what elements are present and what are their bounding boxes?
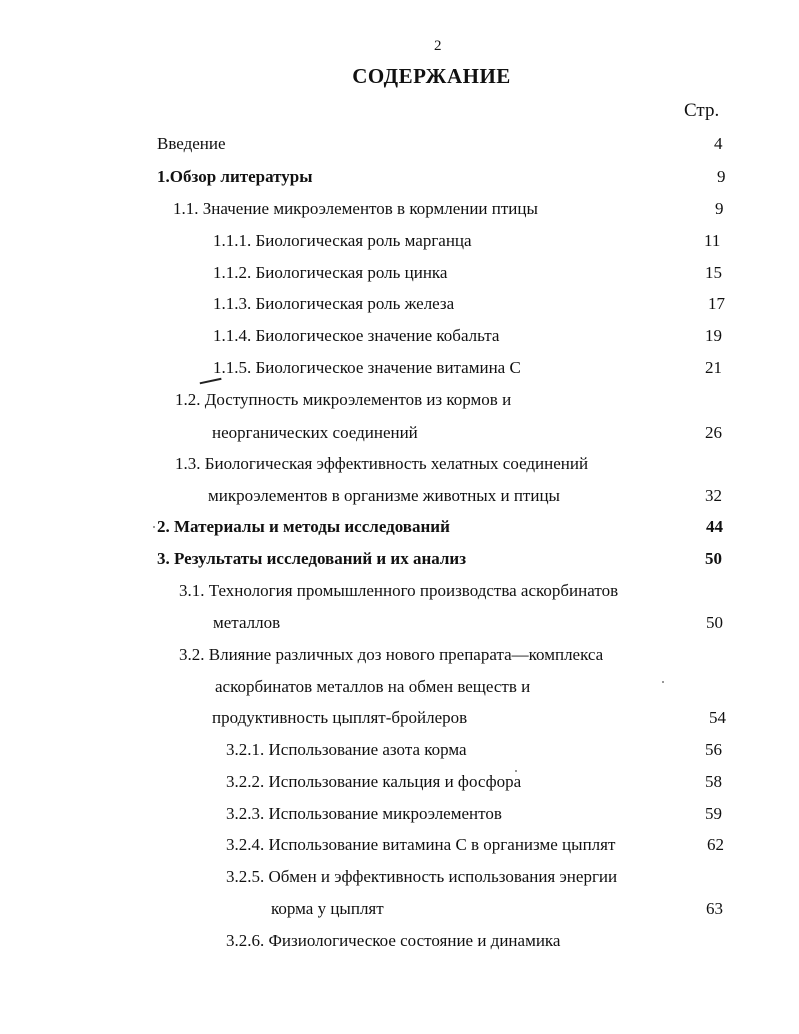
toc-entry-page: 17	[708, 294, 725, 313]
scan-speck	[662, 681, 664, 683]
toc-entry-text: 3.2.6. Физиологическое состояние и динамика	[226, 931, 561, 950]
toc-entry-text: 3.2. Влияние различных доз нового препарата—комплекса	[179, 645, 604, 664]
toc-entry-page: 50	[706, 613, 723, 632]
toc-entry-page: 32	[705, 486, 722, 505]
toc-entry-text: микроэлементов в организме животных и птицы	[208, 486, 560, 505]
toc-entry-text: 1.1.1. Биологическая роль марганца	[213, 231, 472, 250]
toc-entry-page: 59	[705, 804, 722, 823]
scan-speck	[515, 770, 517, 772]
toc-entry-page: 11	[704, 231, 721, 250]
toc-entry-page: 4	[714, 134, 723, 153]
toc-entry-text: неорганических соединений	[212, 423, 418, 442]
toc-entry-text: металлов	[213, 613, 281, 632]
toc-entry-text: аскорбинатов металлов на обмен веществ и	[215, 677, 531, 696]
toc-entry-text: 3.2.5. Обмен и эффективность использования энергии	[226, 867, 618, 886]
toc-entry-text: 1.1.5. Биологическое значение витамина С	[213, 358, 521, 377]
scan-speck	[153, 526, 155, 528]
toc-entry-text: корма у цыплят	[271, 899, 384, 918]
toc-entry-page: 54	[709, 708, 726, 727]
toc-entry-text: 3.2.3. Использование микроэлементов	[226, 804, 502, 823]
toc-entry-page: 58	[705, 772, 722, 791]
toc-entry-text: 1.1. Значение микроэлементов в кормлении птицы	[173, 199, 538, 218]
toc-entry-page: 9	[715, 199, 724, 218]
toc-entry-text: 2. Материалы и методы исследований	[157, 517, 450, 536]
toc-entry-page: 21	[705, 358, 722, 377]
page-title: СОДЕРЖАНИЕ	[352, 64, 511, 88]
toc-entry-page: 9	[717, 167, 726, 186]
toc-entry-text: 3.2.4. Использование витамина С в организме цыплят	[226, 835, 616, 854]
toc-entry-text: 3.2.1. Использование азота корма	[226, 740, 467, 759]
toc-entry-page: 56	[705, 740, 722, 759]
page-number: 2	[434, 38, 442, 54]
toc-entry-page: 50	[705, 549, 722, 568]
scan-pen-mark	[200, 378, 223, 388]
toc-entry-text: 1.1.2. Биологическая роль цинка	[213, 263, 448, 282]
toc-entry-text: Введение	[157, 134, 226, 153]
toc-entry-text: 3.1. Технология промышленного производства аскорбинатов	[179, 581, 619, 600]
toc-entry-page: 63	[706, 899, 723, 918]
toc-entry-text: 1.1.4. Биологическое значение кобальта	[213, 326, 500, 345]
toc-entry-text: 1.2. Доступность микроэлементов из кормов и	[175, 390, 512, 409]
toc-entry-page: 26	[705, 423, 722, 442]
toc-entry-text: 3. Результаты исследований и их анализ	[157, 549, 467, 568]
toc-entry-page: 15	[705, 263, 722, 282]
toc-entry-page: 44	[706, 517, 723, 536]
toc-entry-page: 62	[707, 835, 724, 854]
toc-entry-text: 1.3. Биологическая эффективность хелатных соединений	[175, 454, 589, 473]
toc-entry-text: 1.Обзор литературы	[157, 167, 313, 186]
page-column-header: Стр.	[684, 100, 720, 121]
toc-entry-page: 19	[705, 326, 722, 345]
toc-entry-text: 1.1.3. Биологическая роль железа	[213, 294, 455, 313]
toc-entry-text: продуктивность цыплят-бройлеров	[212, 708, 468, 727]
toc-entry-text: 3.2.2. Использование кальция и фосфора	[226, 772, 522, 791]
